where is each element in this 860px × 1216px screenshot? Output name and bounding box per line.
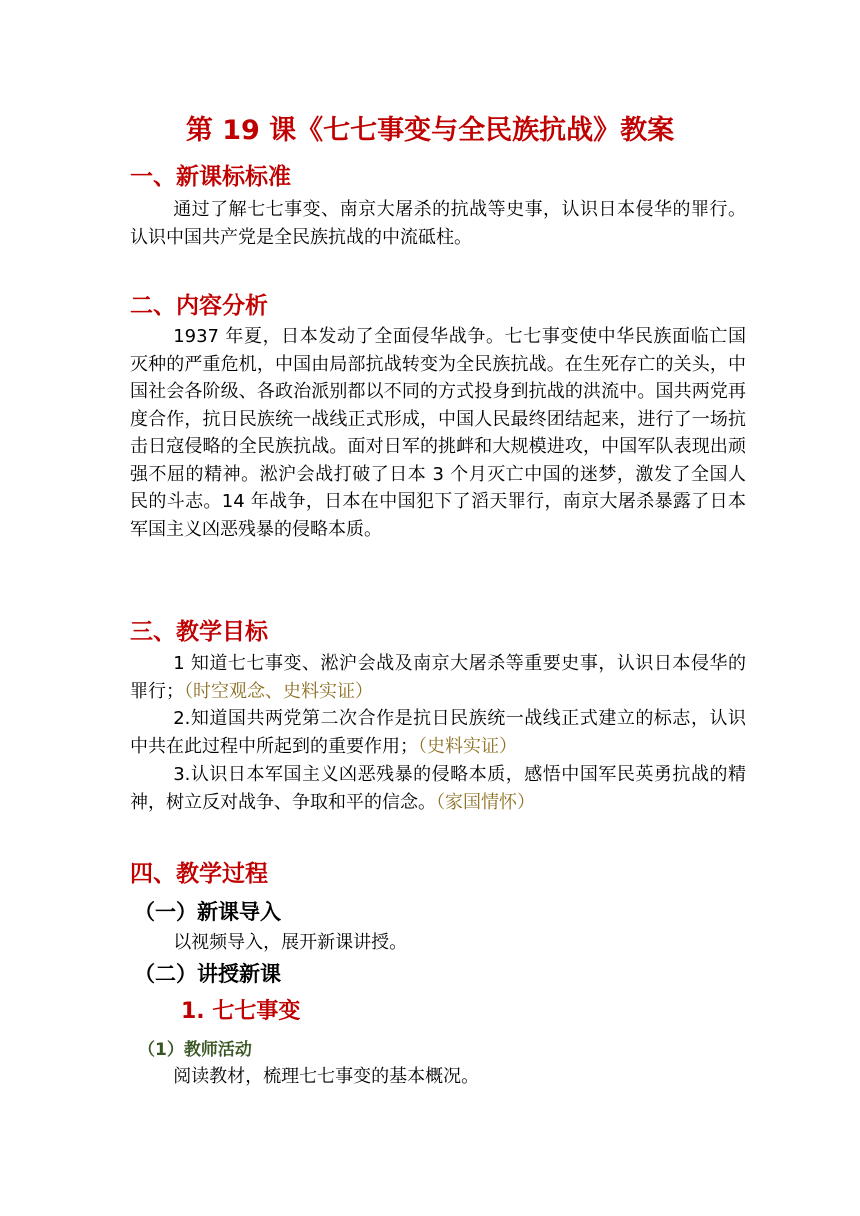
- subsection-heading-intro: （一）新课导入: [134, 900, 281, 924]
- objective-item-2: [130, 705, 746, 760]
- objective-tag: （史料实证）: [418, 735, 517, 757]
- section-heading-standards: 一、新课标标准: [130, 164, 291, 190]
- topic-heading: 1. 七七事变: [181, 999, 301, 1024]
- objective-text: 2.知道国共两党第二次合作是抗日民族统一战线正式建立的标志，认识中共在此过程中所起到的重要作用；: [130, 708, 746, 757]
- section-heading-process: 四、教学过程: [130, 861, 268, 887]
- document-title: 第 19 课《七七事变与全民族抗战》教案: [185, 115, 675, 146]
- objective-tag: （家国情怀）: [436, 791, 535, 813]
- objective-item-3: [130, 761, 746, 816]
- section-heading-objectives: 三、教学目标: [130, 619, 268, 645]
- standards-paragraph: 通过了解七七事变、南京大屠杀的抗战等史事，认识日本侵华的罪行。认识中国共产党是全民族抗战的中流砥柱。: [130, 199, 746, 248]
- objective-tag: （时空观念、史料实证）: [184, 680, 373, 702]
- intro-paragraph: 以视频导入，展开新课讲授。: [173, 932, 408, 953]
- activity-heading: （1）教师活动: [138, 1040, 252, 1060]
- subsection-heading-new-lesson: （二）讲授新课: [134, 962, 281, 986]
- section-heading-analysis: 二、内容分析: [130, 293, 268, 319]
- activity-paragraph: 阅读教材，梳理七七事变的基本概况。: [173, 1066, 480, 1087]
- objective-item-1: [130, 650, 746, 705]
- objective-text: 3.认识日本军国主义凶恶残暴的侵略本质，感悟中国军民英勇抗战的精神，树立反对战争、争取和平的信念。: [130, 764, 746, 813]
- objective-text: 1 知道七七事变、淞沪会战及南京大屠杀等重要史事，认识日本侵华的罪行；: [130, 653, 746, 702]
- analysis-paragraph: 1937 年夏，日本发动了全面侵华战争。七七事变使中华民族面临亡国灭种的严重危机，中国由局部抗战转变为全民族抗战。在生死存亡的关头，中国社会各阶级、各政治派别都以不同的方式投身到抗战的洪流中。国共两党再度合作，抗日民族统一战线正式形成，中国人民最终团结起来，进行了一场抗击日寇侵略的全民族抗战。面对日军的挑衅和大规模进攻，中国军队表现出顽强不屈的精神。淞沪会战打破了日本 3 个月灭亡中国的迷梦，激发了全国人民的斗志。14 年战争，日本在中国犯下了滔天罪行，南京大屠杀暴露了日本军国主义凶恶残暴的侵略本质。: [130, 326, 746, 540]
